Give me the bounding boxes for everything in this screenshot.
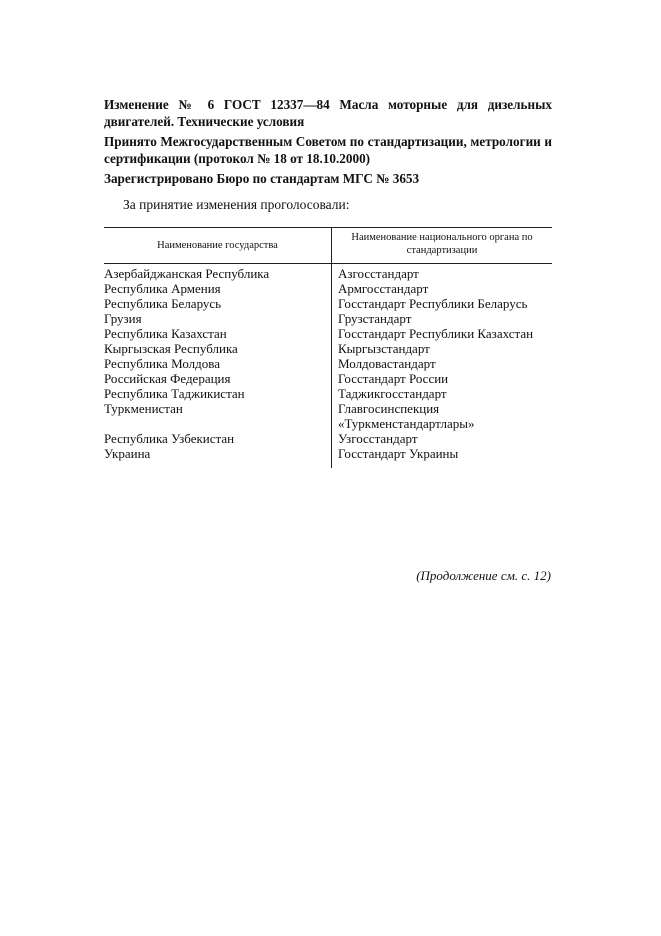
- column-header-standards-body: Наименование национального органа по стандартизации: [351, 232, 533, 256]
- standards-body-name: Кыргызстандарт: [338, 341, 430, 356]
- state-name: Республика Узбекистан: [104, 431, 235, 446]
- state-name: Грузия: [104, 311, 142, 326]
- table-top-rule: [104, 227, 552, 228]
- column-header-state: Наименование государства: [157, 240, 278, 251]
- table-row: [104, 431, 552, 446]
- standards-body-name: Госстандарт Республики Казахстан: [338, 326, 534, 341]
- standards-body-name: Госстандарт Украины: [338, 446, 459, 461]
- standards-body-name: Таджикгосстандарт: [338, 386, 447, 401]
- state-name: Кыргызская Республика: [104, 341, 238, 356]
- state-name: Республика Казахстан: [104, 326, 227, 341]
- state-name: Туркменистан: [104, 401, 183, 416]
- vote-intro: За принятие изменения проголосовали:: [123, 197, 350, 212]
- table-row: [104, 446, 552, 461]
- adoption-statement: Принято Межгосударственным Советом по стандартизации, метрологии и сертификации (протокол № 18 от 18.10.2000): [104, 134, 552, 166]
- table-row: [104, 341, 552, 356]
- state-name: Республика Таджикистан: [104, 386, 245, 401]
- continuation-note: (Продолжение см. с. 12): [416, 568, 551, 583]
- standards-body-name: Грузстандарт: [338, 311, 412, 326]
- state-name: Республика Армения: [104, 281, 221, 296]
- state-name: Азербайджанская Республика: [104, 266, 270, 281]
- standards-body-name: Узгосстандарт: [338, 431, 418, 446]
- table-header-rule: [104, 263, 552, 264]
- table-row: [104, 371, 552, 386]
- member-states-table: [104, 266, 552, 461]
- table-row: [104, 281, 552, 296]
- standards-body-name: Молдовастандарт: [338, 356, 436, 371]
- state-name: Украина: [104, 446, 151, 461]
- table-row: [104, 266, 552, 281]
- standards-body-name: Главгосинспекция «Туркменстандартлары»: [338, 401, 475, 431]
- registration-statement: Зарегистрировано Бюро по стандартам МГС № 3653: [104, 171, 420, 186]
- table-row: [104, 401, 552, 431]
- table-row: [104, 386, 552, 401]
- state-name: Республика Молдова: [104, 356, 220, 371]
- table-row: [104, 356, 552, 371]
- state-name: Республика Беларусь: [104, 296, 222, 311]
- table-row: [104, 296, 552, 311]
- amendment-title: Изменение № 6 ГОСТ 12337—84 Масла моторные для дизельных двигателей. Технические условия: [104, 97, 552, 129]
- state-name: Российская Федерация: [104, 371, 231, 386]
- standards-body-name: Госстандарт России: [338, 371, 449, 386]
- standards-body-name: Армгосстандарт: [338, 281, 429, 296]
- table-row: [104, 326, 552, 341]
- table-row: [104, 311, 552, 326]
- standards-body-name: Азгосстандарт: [338, 266, 419, 281]
- standards-body-name: Госстандарт Республики Беларусь: [338, 296, 528, 311]
